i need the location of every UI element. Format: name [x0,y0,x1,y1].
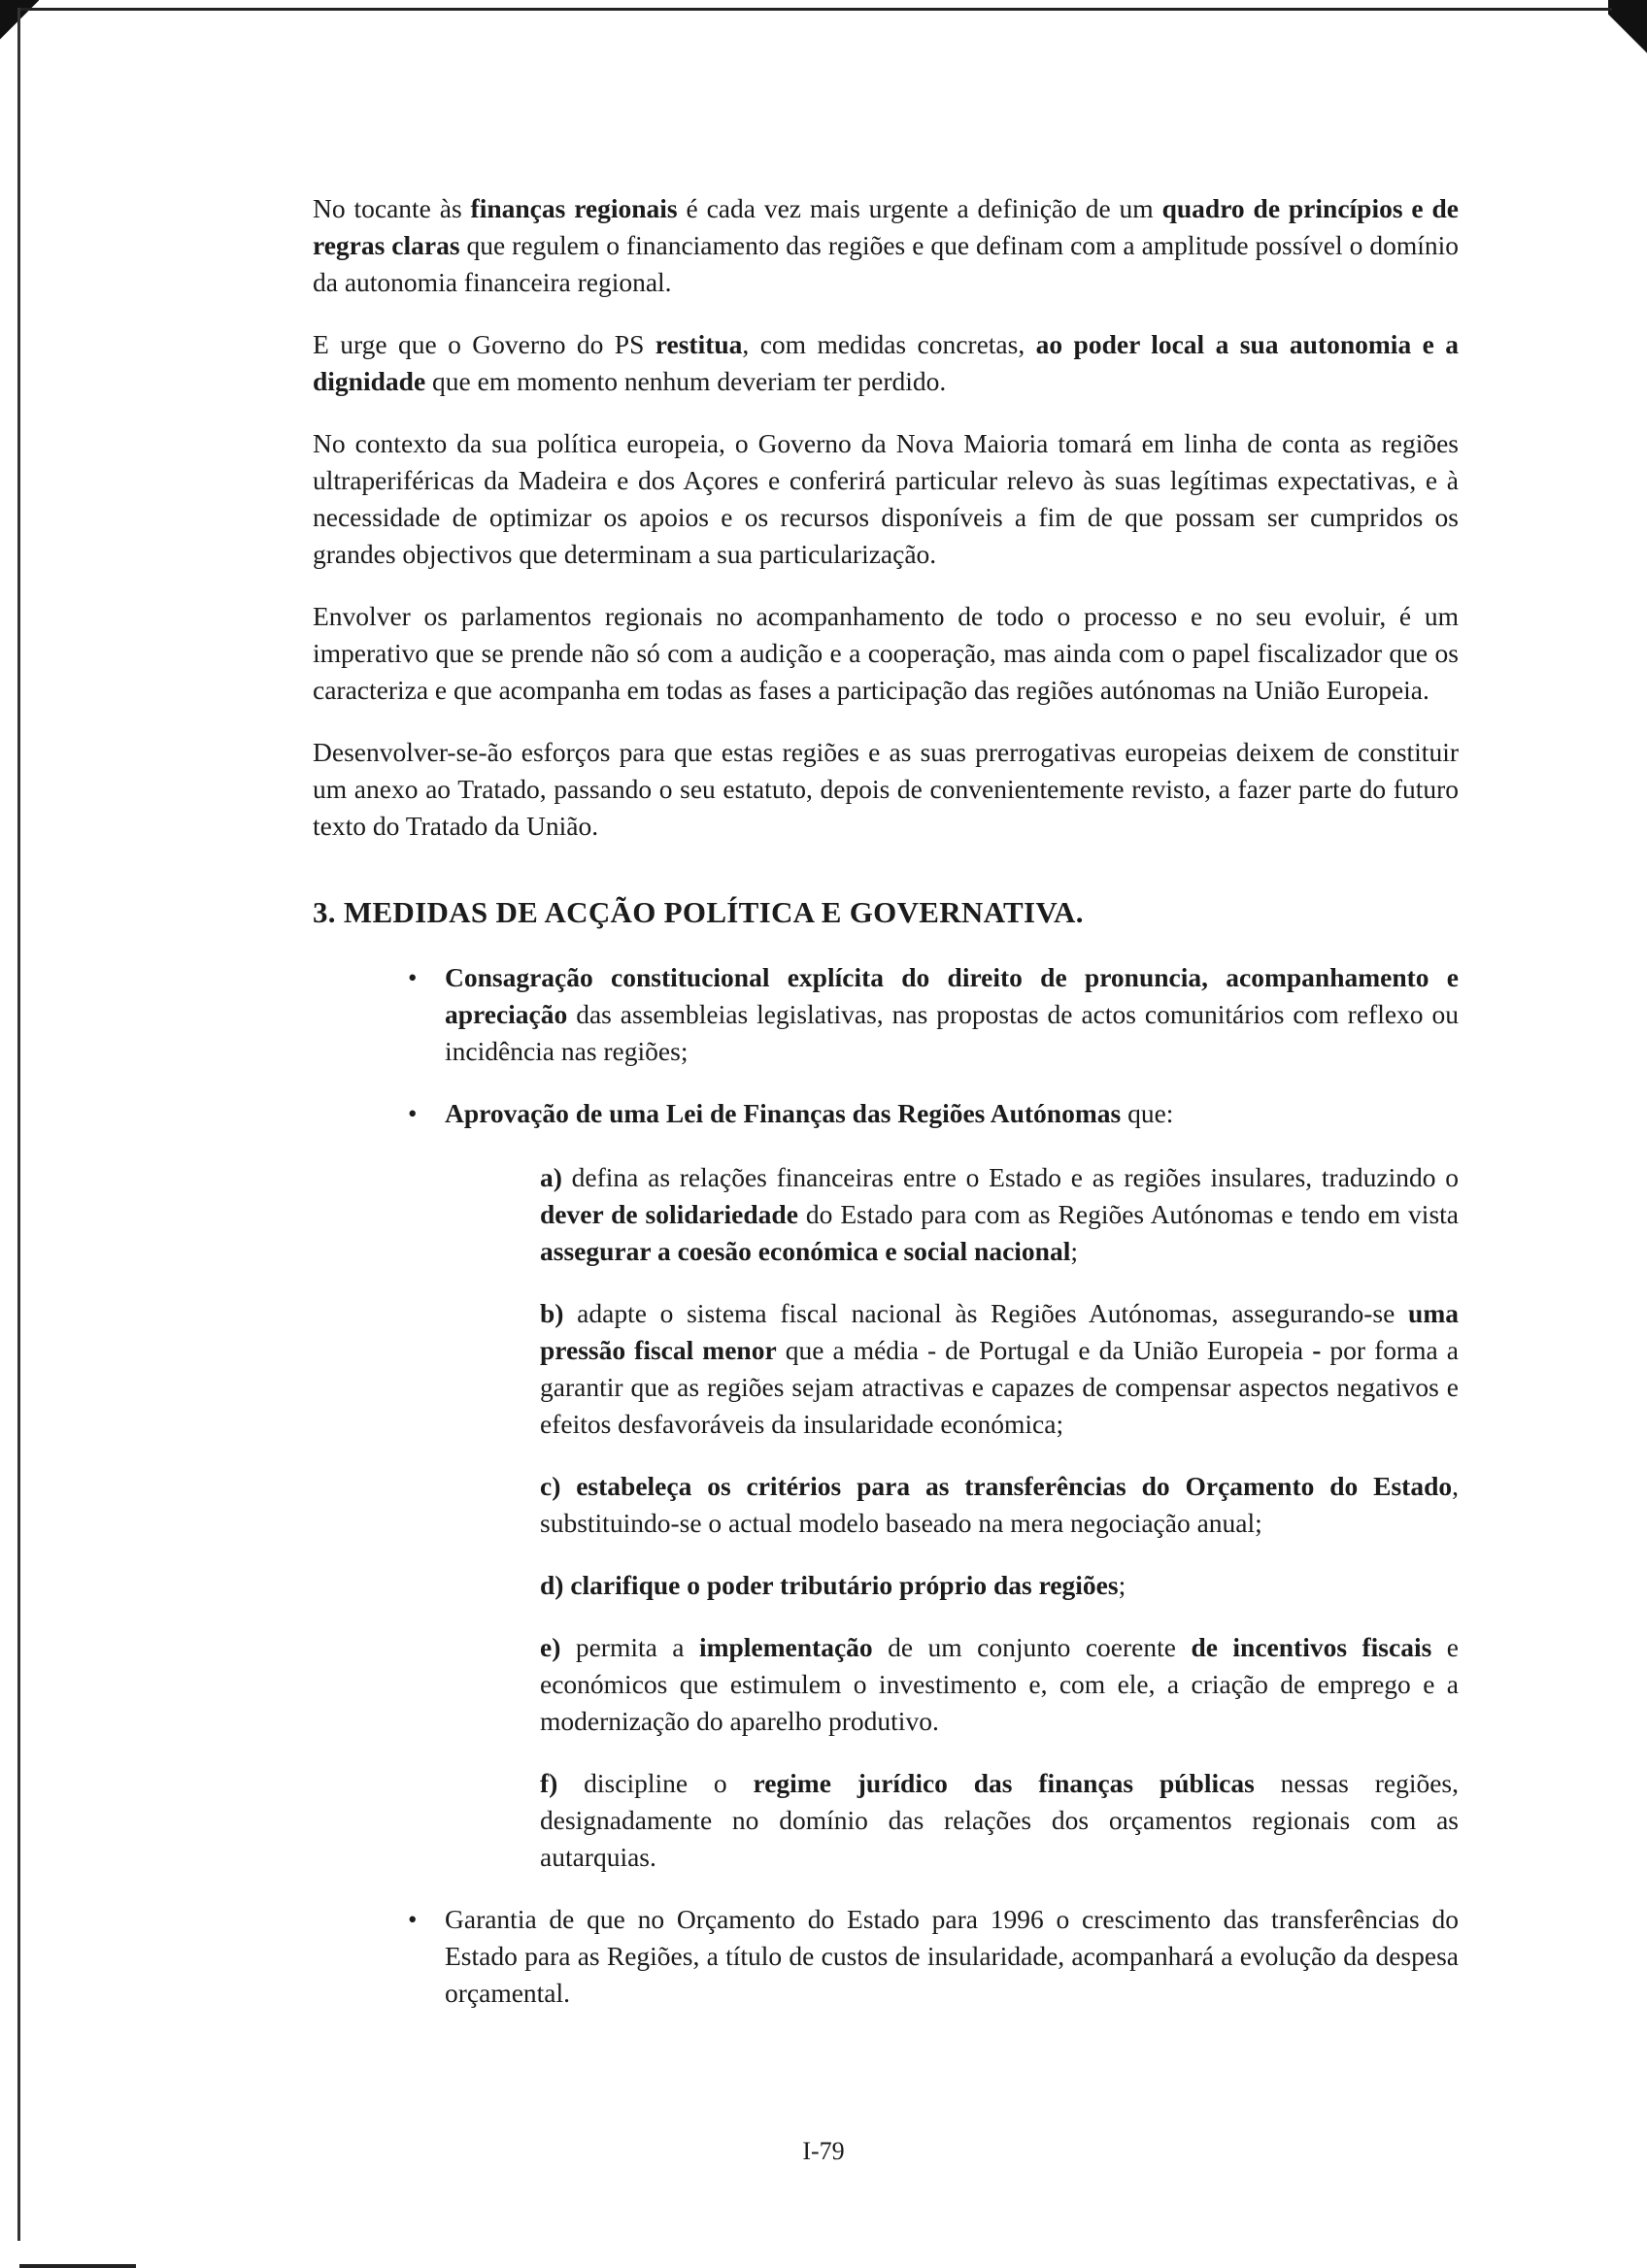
bold-text: implementação [698,1632,873,1662]
subitem-b [540,1295,1459,1443]
text-run: Desenvolver-se-ão esforços para que estas regiões e as suas prerrogativas europeias deixem de constituir um anexo ao Tratado, passando o seu estatuto, depois de convenientemente revisto, a fazer parte do futuro texto do Tratado da União. [313,737,1459,841]
text-run: E urge que o Governo do PS [313,329,655,359]
page-number: I-79 [802,2137,845,2165]
measure-text [445,1095,1459,1132]
text-run: que regulem o financiamento das regiões e que definam com a amplitude possível o domínio da autonomia financeira regional. [313,230,1459,297]
paragraph-parlamentos-regionais [313,598,1459,709]
bullet-icon: • [408,963,418,992]
text-run: que a média - de Portugal e da União Europeia [776,1335,1313,1365]
bold-text: c) estabeleça os critérios para as transferências do Orçamento do Estado [540,1471,1453,1501]
scan-edge-top [19,8,1612,11]
text-run: que em momento nenhum deveriam ter perdido. [425,366,947,396]
bold-text: Consagração constitucional explícita do direito de pronuncia, acompanhamento e apreciação [445,962,1459,1029]
subitem-c [540,1468,1459,1542]
text-run: ; [1118,1570,1126,1600]
bold-text: finanças regionais [470,193,678,223]
bold-text: ao poder local a sua autonomia e a dignidade [313,329,1459,396]
text-run: Envolver os parlamentos regionais no acompanhamento de todo o processo e no seu evoluir, é um imperativo que se prende não só com a audição e a cooperação, mas ainda com o papel fiscalizador que os caracteriza e que acompanha em todas as fases a participação das regiões autónomas na União Europeia. [313,601,1459,705]
subitem-f [540,1765,1459,1876]
measure-item-lei-financas [313,1095,1459,1132]
page-content [313,190,1459,2037]
measure-text [445,959,1459,1070]
measure-item-orcamento-1996 [313,1901,1459,2012]
text-run: das assembleias legislativas, nas propostas de actos comunitários com reflexo ou incidência nas regiões; [445,999,1459,1066]
lei-financas-subitems [540,1159,1459,1876]
text-run: do Estado para com as Regiões Autónomas e tendo em vista [797,1199,1459,1229]
bold-text: de incentivos fiscais [1191,1632,1432,1662]
subitem-e [540,1629,1459,1740]
paragraph-financas-regionais [313,190,1459,301]
bold-text: restitua [655,329,743,359]
scan-edge-left [17,8,20,2241]
text-run: e económicos que estimulem o investimento e, com ele, a criação de emprego e a modernização do aparelho produtivo. [540,1632,1459,1736]
scan-edge-bottom [19,2264,136,2268]
bold-text: uma pressão fiscal menor [540,1298,1459,1365]
bold-text: quadro de princípios e de regras claras [313,193,1459,260]
bold-text: assegurar a coesão económica e social nacional [540,1236,1071,1266]
paragraph-poder-local [313,326,1459,400]
text-run: por forma a garantir que as regiões sejam atractivas e capazes de compensar aspectos negativos e efeitos desfavoráveis da insularidade económica; [540,1335,1460,1439]
text-run: que: [1121,1098,1174,1128]
text-run: adapte o sistema fiscal nacional às Regiões Autónomas, assegurando-se [563,1298,1409,1328]
measure-item-consagracao [313,959,1459,1070]
text-run: No tocante às [313,193,471,223]
bold-text: d) clarifique o poder tributário próprio das regiões [540,1570,1119,1600]
measures-list-continued [313,1901,1459,2012]
text-run: permita a [560,1632,699,1662]
measure-text [445,1901,1459,2012]
bullet-icon: • [408,1099,418,1128]
bullet-icon: • [408,1905,418,1934]
bold-text: dever de solidariedade [540,1199,798,1229]
paragraph-tratado-uniao [313,734,1459,845]
text-run: discipline o [557,1768,754,1798]
bold-text: Aprovação de uma Lei de Finanças das Regiões Autónomas [445,1098,1122,1128]
scan-corner-top-right [1608,0,1647,78]
text-run: No contexto da sua política europeia, o Governo da Nova Maioria tomará em linha de conta as regiões ultraperiféricas da Madeira e dos Açores e conferirá particular relevo às suas legítimas expectativas, e à necessidade de optimizar os apoios e os recursos disponíveis a fim de que possam ser cumpridos os grandes objectivos que determinam a sua particularização. [313,428,1459,569]
text-run: Garantia de que no Orçamento do Estado para 1996 o crescimento das transferências do Estado para as Regiões, a título de custos de insularidade, acompanhará a evolução da despesa orçamental. [445,1904,1459,2008]
bold-text: b) [540,1298,564,1328]
section-heading: 3. MEDIDAS DE ACÇÃO POLÍTICA E GOVERNATIVA. [313,895,1084,929]
bold-text: f) [540,1768,558,1798]
bold-text: - [1312,1335,1322,1365]
text-run: é cada vez mais urgente a definição de um [677,193,1162,223]
text-run: , substituindo-se o actual modelo baseado na mera negociação anual; [540,1471,1459,1538]
text-run: , com medidas concretas, [742,329,1036,359]
bold-text: a) [540,1162,562,1192]
bold-text: regime jurídico das finanças públicas [753,1768,1255,1798]
bold-text: e) [540,1632,561,1662]
text-run: ; [1070,1236,1079,1266]
subitem-d [540,1567,1459,1604]
text-run: nessas regiões, designadamente no domínio das relações dos orçamentos regionais com as autarquias. [540,1768,1459,1872]
text-run: de um conjunto coerente [872,1632,1192,1662]
text-run: defina as relações financeiras entre o Estado e as regiões insulares, traduzindo o [561,1162,1459,1192]
subitem-a [540,1159,1459,1270]
paragraph-politica-europeia [313,425,1459,573]
measures-list [313,959,1459,1132]
